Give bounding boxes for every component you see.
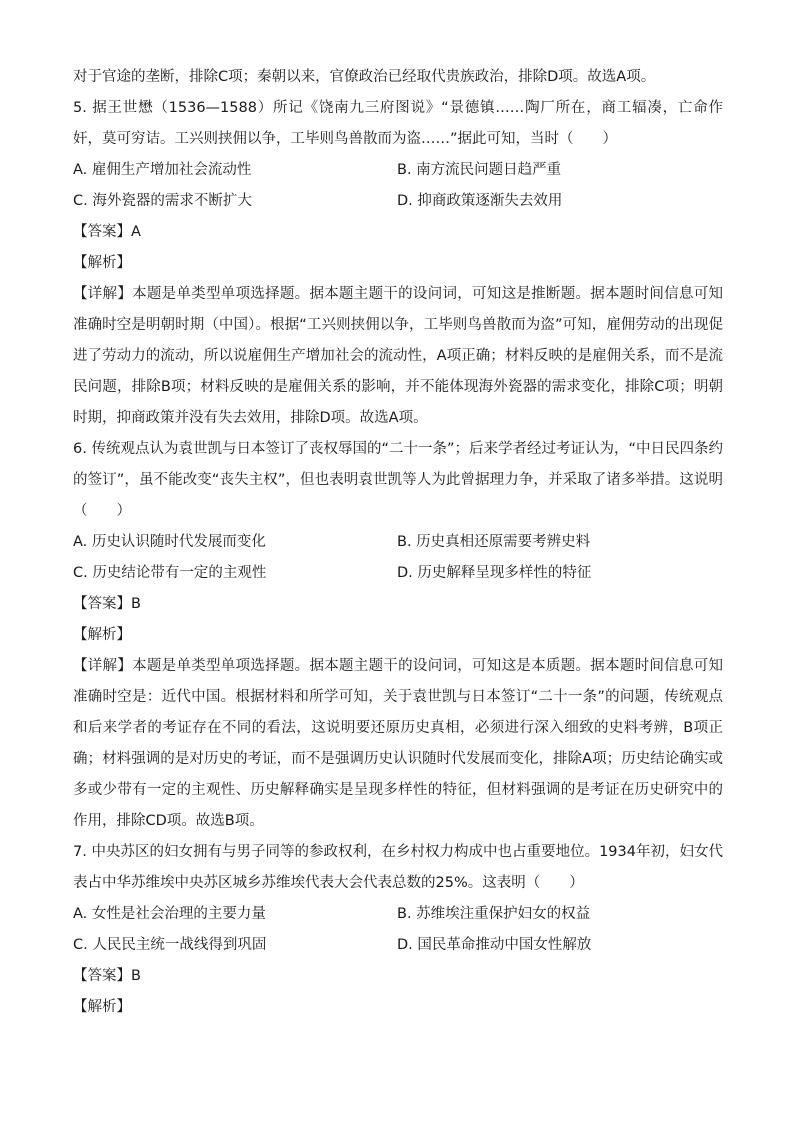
question-5-options (73, 155, 723, 186)
question-5-detail: 【详解】本题是单类型单项选择题。据本题主题干的设问词，可知这是推断题。据本题时间信息可知准确时空是明朝时期（中国）。根据“工兴则挟佣以争，工毕则鸟兽散而为盗”可知，雇佣劳动的出现促进了劳动力的流动，所以说雇佣生产增加社会的流动性，A项正确；材料反映的是雇佣关系，而不是流民问题，排除B项；材料反映的是雇佣关系的影响，并不能体现海外瓷器的需求变化，排除C项；明朝时期，抑商政策并没有失去效用，排除D项。故选A项。 (73, 286, 723, 426)
question-6-answer: 【答案】B (73, 596, 141, 612)
question-6-option-d: D. 历史解释呈现多样性的特征 (397, 565, 592, 581)
question-5-option-b: B. 南方流民问题日趋严重 (397, 162, 562, 178)
document-page (73, 62, 723, 1023)
question-6-detail: 【详解】本题是单类型单项选择题。据本题主题干的设问词，可知这是本质题。据本题时间信息可知准确时空是：近代中国。根据材料和所学可知，关于袁世凯与日本签订“二十一条”的问题，传统观点和后来学者的考证存在不同的看法，这说明要还原历史真相，必须进行深入细致的史料考辨，B项正确；材料强调的是对历史的考证，而不是强调历史认识随时代发展而变化，排除A项；历史结论确实或多或少带有一定的主观性、历史解释确实是呈现多样性的特征，但材料强调的是考证在历史研究中的作用，排除CD项。故选B项。 (73, 658, 723, 829)
question-6-analysis-label: 【解析】 (73, 627, 131, 643)
question-6-option-a: A. 历史认识随时代发展而变化 (73, 534, 266, 550)
question-6-options-row-2 (73, 558, 723, 589)
question-7-options (73, 899, 723, 930)
question-5-option-c: C. 海外瓷器的需求不断扩大 (73, 193, 252, 209)
question-7-stem: 7. 中央苏区的妇女拥有与男子同等的参政权利，在乡村权力构成中也占重要地位。1934年初，妇女代表占中华苏维埃中央苏区城乡苏维埃代表大会代表总数的25%。这表明（ ） (73, 844, 723, 891)
lead-paragraph: 对于官途的垄断，排除C项；秦朝以来，官僚政治已经取代贵族政治，排除D项。故选A项。 (73, 69, 656, 85)
question-5-option-a: A. 雇佣生产增加社会流动性 (73, 162, 252, 178)
question-7-option-d: D. 国民革命推动中国女性解放 (397, 937, 592, 953)
question-7-option-b: B. 苏维埃注重保护妇女的权益 (397, 906, 591, 922)
question-6-option-c: C. 历史结论带有一定的主观性 (73, 565, 267, 581)
question-7-option-c: C. 人民民主统一战线得到巩固 (73, 937, 267, 953)
question-5-options-row-2 (73, 186, 723, 217)
question-7-answer: 【答案】B (73, 968, 141, 984)
question-6-options (73, 527, 723, 558)
question-5-answer: 【答案】A (73, 224, 141, 240)
question-5-stem: 5. 据王世懋（1536—1588）所记《饶南九三府图说》“景德镇……陶厂所在，商工辐凑，亡命作奸，莫可穷诘。工兴则挟佣以争，工毕则鸟兽散而为盗……”据此可知，当时（ ） (73, 100, 723, 147)
question-7-analysis-label: 【解析】 (73, 999, 131, 1015)
question-5-option-d: D. 抑商政策逐渐失去效用 (397, 193, 563, 209)
question-7-option-a: A. 女性是社会治理的主要力量 (73, 906, 266, 922)
question-7-options-row-2 (73, 930, 723, 961)
question-6-stem: 6. 传统观点认为袁世凯与日本签订了丧权辱国的“二十一条”；后来学者经过考证认为，“中日民四条约的签订”，虽不能改变“丧失主权”，但也表明袁世凯等人为此曾据理力争，并采取了诸多举措。这说明（ ） (73, 441, 723, 519)
question-6-option-b: B. 历史真相还原需要考辨史料 (397, 534, 591, 550)
question-5-analysis-label: 【解析】 (73, 255, 131, 271)
